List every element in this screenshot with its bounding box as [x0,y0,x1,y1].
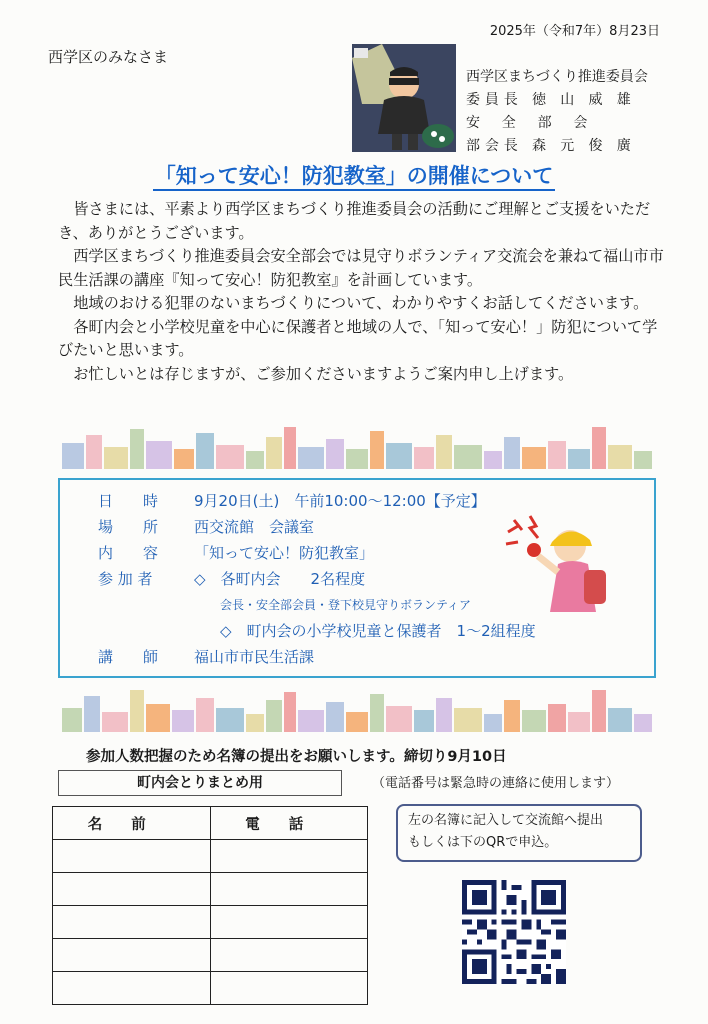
participants-label: 参 加 者 [98,570,153,588]
name-cell[interactable] [53,873,211,906]
phone-cell[interactable] [210,939,368,972]
body-paragraph-2: 西学区まちづくり推進委員会安全部会では見守りボランティア交流会を兼ねて福山市市民生活課の講座『知って安心！防犯教室』を計画しています。 [58,247,664,289]
lecturer-label: 講 師 [98,648,159,666]
table-row [53,906,368,939]
content-value: 「知って安心！防犯教室」 [194,544,375,562]
name-cell[interactable] [53,972,211,1005]
org-department-head: 部会長 森 元 俊 廣 [466,138,636,154]
info-row-content [98,542,374,563]
body-paragraph-4: 各町内会と小学校児童を中心に保護者と地域の人で、「知って安心！」防犯について学びたいと思います。 [58,317,658,359]
phone-column-header: 電話 [210,807,368,840]
town-skyline-illustration [62,425,652,469]
info-row-lecturer [98,646,314,667]
greeting: 西学区のみなさま [48,48,169,66]
place-label: 場 所 [98,518,159,536]
participants-group-1-note: 会長・安全部会員・登下校見守りボランティア [220,598,472,612]
phone-usage-note: （電話番号は緊急時の連絡に使用します） [372,776,620,791]
table-header-row [53,807,368,840]
qr-code[interactable] [462,880,566,984]
body-paragraph-5: お忙しいとは存じますが、ご参加くださいますようご案内申し上げます。 [73,364,574,383]
lecturer-value: 福山市市民生活課 [194,648,315,666]
phone-cell[interactable] [210,972,368,1005]
info-row-date [98,490,486,511]
body-text [58,198,668,386]
girl-with-alarm-illustration [500,512,620,620]
content-label: 内 容 [98,544,159,562]
table-row [53,840,368,873]
place-value: 西交流館 会議室 [194,518,315,536]
date-label: 日 時 [98,492,159,510]
registration-table [52,806,368,1005]
name-column-header: 名前 [53,807,211,840]
participants-group-2: ◇ 町内会の小学校児童と保護者 1～2組程度 [220,622,536,640]
phone-cell[interactable] [210,840,368,873]
org-department: 安 全 部 会 [466,115,597,131]
registration-tag: 町内会とりまとめ用 [58,770,342,796]
org-name: 西学区まちづくり推進委員会 [466,69,648,85]
document-date: 2025年（令和7年）8月23日 [489,24,660,39]
submission-line-2: もしくは下のQRで申込。 [408,835,558,850]
registration-request: 参加人数把握のため名簿の提出をお願いします。締切り9月10日 [86,749,507,765]
table-row [53,939,368,972]
submission-line-1: 左の名簿に記入して交流館へ提出 [408,813,604,828]
participants-group-1: ◇ 各町内会 2名程度 [194,570,366,588]
document-title [0,160,708,190]
org-chair: 委員長 徳 山 威 雄 [466,92,636,108]
thief-illustration [352,44,456,152]
submission-instructions [396,804,642,862]
table-row [53,873,368,906]
name-cell[interactable] [53,939,211,972]
name-cell[interactable] [53,840,211,873]
date-value: 9月20日(土) 午前10:00～12:00【予定】 [194,492,486,510]
phone-cell[interactable] [210,873,368,906]
organization-block [466,66,648,158]
info-row-place [98,516,314,537]
document-title-text: 「知って安心！防犯教室」の開催について [153,164,556,191]
town-skyline-illustration-2 [62,688,652,732]
table-row [53,972,368,1005]
name-cell[interactable] [53,906,211,939]
body-paragraph-3: 地域のおける犯罪のないまちづくりについて、わかりやすくお話してくださいます。 [73,294,649,312]
info-row-participants [98,568,365,589]
phone-cell[interactable] [210,906,368,939]
body-paragraph-1: 皆さまには、平素より西学区まちづくり推進委員会の活動にご理解とご支援をいただき、ありがとうございます。 [58,200,651,242]
